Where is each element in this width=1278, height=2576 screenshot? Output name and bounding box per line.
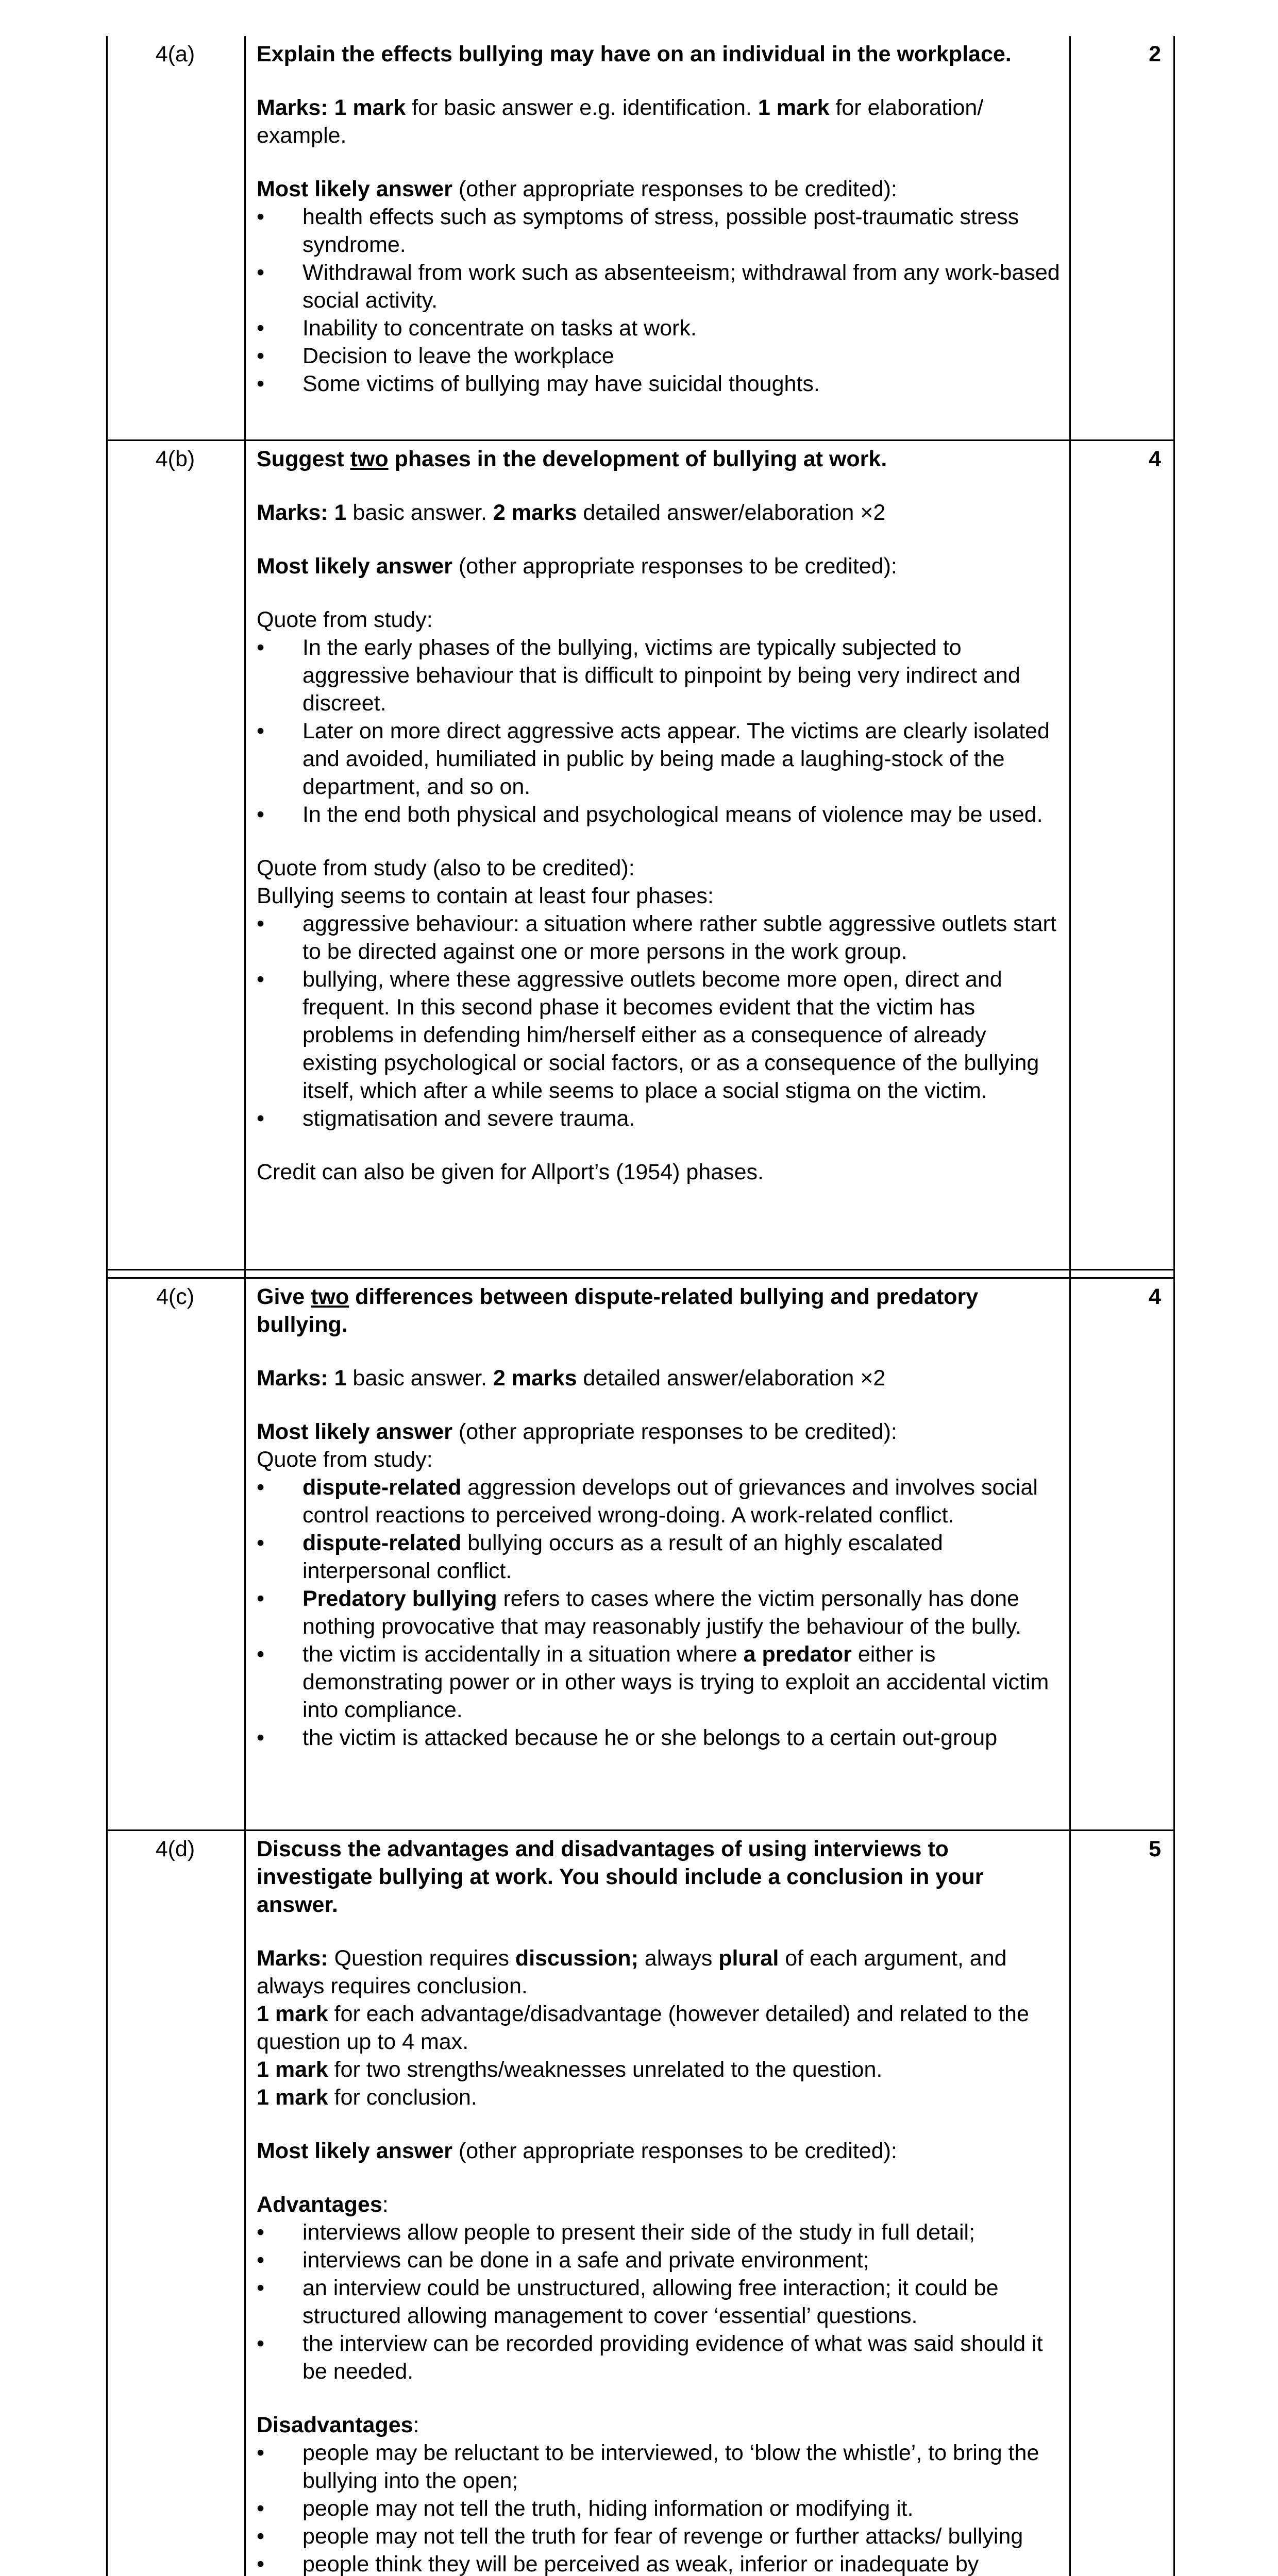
question-number: 4(a) (155, 42, 195, 66)
list-item: • people may not tell the truth for fear of revenge or further attacks/ bullying (257, 2524, 1023, 2549)
list-item: • Predatory bullying refers to cases where the victim personally has done nothing provocative that may reasonably justify the behaviour of the bully. (257, 1586, 1022, 1639)
list-item: • an interview could be unstructured, allowing free interaction; it could be structured allowing management to cover ‘essential’ questions. (257, 2276, 999, 2328)
answer-bullet-list (257, 634, 1061, 828)
row-divider (106, 439, 1175, 441)
quote-label: Quote from study (also to be credited): (257, 856, 635, 880)
question-text: Discuss the advantages and disadvantages of using interviews to investigate bullying at work. You should include a conclusion in your answer. (257, 1837, 984, 1917)
question-number: 4(c) (156, 1284, 195, 1309)
row-divider (106, 1277, 1175, 1279)
most-likely-answer-heading: Most likely answer (other appropriate responses to be credited): (257, 1419, 897, 1444)
answer-content (257, 40, 1061, 398)
question-text: Suggest two phases in the development of bullying at work. (257, 447, 887, 471)
mark-value: 5 (1149, 1837, 1161, 1861)
answer-content (257, 1283, 1061, 1752)
advantages-list (257, 2218, 1061, 2385)
marks-guidance: Marks: 1 basic answer. 2 marks detailed answer/elaboration ×2 (257, 1366, 886, 1391)
question-number: 4(b) (155, 447, 195, 471)
marks-guidance: Marks: 1 basic answer. 2 marks detailed answer/elaboration ×2 (257, 500, 886, 525)
most-likely-answer-heading: Most likely answer (other appropriate responses to be credited): (257, 554, 897, 579)
row-divider (106, 1269, 1175, 1270)
list-item: • In the end both physical and psychological means of violence may be used. (257, 802, 1043, 827)
most-likely-answer-heading: Most likely answer (other appropriate responses to be credited): (257, 2139, 897, 2163)
list-item: • interviews allow people to present their side of the study in full detail; (257, 2220, 976, 2245)
list-item: • aggressive behaviour: a situation where rather subtle aggressive outlets start to be directed against one or more persons in the work group. (257, 911, 1056, 964)
row-divider (106, 1829, 1175, 1831)
list-item: • the interview can be recorded providing evidence of what was said should it be needed. (257, 2331, 1043, 2384)
list-item: • people think they will be perceived as weak, inferior or inadequate by (257, 2552, 979, 2576)
list-item: • stigmatisation and severe trauma. (257, 1106, 635, 1131)
marks-guidance: Marks: Question requires discussion; always plural of each argument, and always requires conclusion. (257, 1946, 1007, 1998)
table-right-border (1173, 36, 1175, 2576)
list-item: • health effects such as symptoms of stress, possible post-traumatic stress syndrome. (257, 205, 1019, 257)
marks-guidance-line: 1 mark for each advantage/disadvantage (however detailed) and related to the question up to 4 max. (257, 2002, 1029, 2054)
list-item: • dispute-related bullying occurs as a result of an highly escalated interpersonal conflict. (257, 1531, 943, 1583)
table-column-divider (244, 36, 246, 2576)
marks-guidance: Marks: 1 mark for basic answer e.g. identification. 1 mark for elaboration/ example. (257, 95, 984, 148)
list-item: • people may be reluctant to be interviewed, to ‘blow the whistle’, to bring the bullying into the open; (257, 2441, 1039, 2493)
disadvantages-heading: Disadvantages: (257, 2413, 419, 2437)
answer-content (257, 1835, 1061, 2576)
list-item: • dispute-related aggression develops out of grievances and involves social control reactions to perceived wrong-doing. A work-related conflict. (257, 1475, 1038, 1528)
quote-label: Quote from study: (257, 1447, 433, 1472)
list-item: • the victim is accidentally in a situation where a predator either is demonstrating power or in other ways is trying to exploit an accidental victim into compliance. (257, 1642, 1049, 1722)
list-item: • the victim is attacked because he or she belongs to a certain out-group (257, 1725, 998, 1750)
list-item: • Inability to concentrate on tasks at work. (257, 316, 697, 341)
mark-value: 2 (1149, 42, 1161, 66)
question-number: 4(d) (155, 1837, 195, 1861)
list-item: • Some victims of bullying may have suicidal thoughts. (257, 371, 820, 396)
list-item: • interviews can be done in a safe and private environment; (257, 2248, 869, 2273)
list-item: • Decision to leave the workplace (257, 344, 614, 368)
list-item: • people may not tell the truth, hiding information or modifying it. (257, 2496, 914, 2521)
marks-guidance-line: 1 mark for two strengths/weaknesses unrelated to the question. (257, 2057, 883, 2082)
credit-note: Credit can also be given for Allport’s (1954) phases. (257, 1160, 764, 1184)
question-text: Give two differences between dispute-related bullying and predatory bullying. (257, 1284, 979, 1337)
list-item: • Later on more direct aggressive acts appear. The victims are clearly isolated and avoided, humiliated in public by being made a laughing-stock of the department, and so on. (257, 719, 1050, 799)
disadvantages-list (257, 2439, 1061, 2576)
mark-value: 4 (1149, 1284, 1161, 1309)
quote-label: Quote from study: (257, 607, 433, 632)
answer-content (257, 445, 1061, 1186)
mark-value: 4 (1149, 447, 1161, 471)
marks-guidance-line: 1 mark for conclusion. (257, 2085, 477, 2110)
quote-intro: Bullying seems to contain at least four phases: (257, 884, 714, 908)
answer-bullet-list (257, 1473, 1061, 1752)
most-likely-answer-heading: Most likely answer (other appropriate responses to be credited): (257, 177, 897, 201)
question-text: Explain the effects bullying may have on an individual in the workplace. (257, 42, 1012, 66)
answer-bullet-list (257, 910, 1061, 1132)
list-item: • bullying, where these aggressive outlets become more open, direct and frequent. In this second phase it becomes evident that the victim has problems in defending him/herself either as a consequence of already existing psychological or social factors, or as a consequence of the bullying itself, which after a while seems to place a social stigma on the victim. (257, 967, 1039, 1103)
advantages-heading: Advantages: (257, 2192, 389, 2217)
list-item: • Withdrawal from work such as absenteeism; withdrawal from any work-based social activity. (257, 260, 1060, 313)
list-item: • In the early phases of the bullying, victims are typically subjected to aggressive behaviour that is difficult to pinpoint by being very indirect and discreet. (257, 635, 1020, 716)
answer-bullet-list (257, 203, 1061, 398)
